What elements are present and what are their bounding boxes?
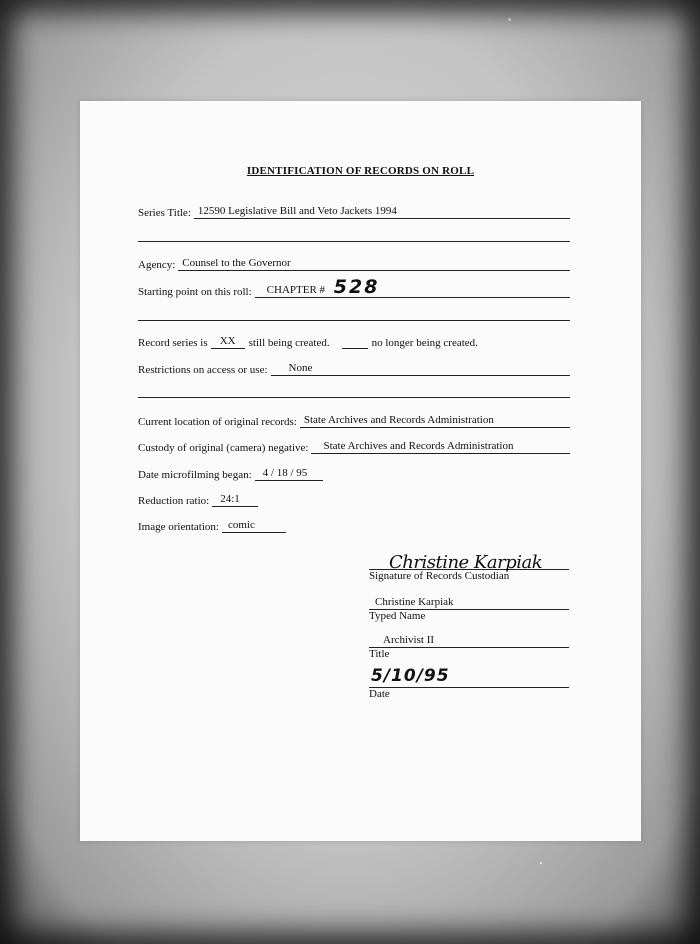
no-longer-text: no longer being created. xyxy=(371,337,478,349)
reduction-row xyxy=(138,493,258,507)
series-title-label: Series Title: xyxy=(138,207,191,219)
reduction-label: Reduction ratio: xyxy=(138,495,210,507)
date-began-value: 4 / 18 / 95 xyxy=(255,467,323,481)
date-began-row xyxy=(138,467,323,481)
orientation-value: comic xyxy=(222,519,286,533)
orientation-row xyxy=(138,519,286,533)
handwritten-signature: Christine Karpiak xyxy=(389,552,543,573)
reduction-value: 24:1 xyxy=(212,493,258,507)
date-caption: Date xyxy=(369,688,390,700)
form-sheet xyxy=(80,101,641,841)
blank-rule xyxy=(138,397,570,398)
custody-label: Custody of original (camera) negative: xyxy=(138,442,309,454)
typed-name-value: Christine Karpiak xyxy=(375,596,454,608)
agency-value: Counsel to the Governor xyxy=(178,257,570,271)
blank-rule xyxy=(138,320,570,321)
current-location-row xyxy=(138,414,570,428)
form-title: IDENTIFICATION OF RECORDS ON ROLL xyxy=(246,165,475,177)
title-field xyxy=(369,629,569,661)
series-title-value: 12590 Legislative Bill and Veto Jackets 1994 xyxy=(194,205,570,219)
record-series-label: Record series is xyxy=(138,337,208,349)
orientation-label: Image orientation: xyxy=(138,521,219,533)
still-created-text: still being created. xyxy=(248,337,330,349)
handwritten-date: 5/10/95 xyxy=(371,666,450,686)
restrictions-label: Restrictions on access or use: xyxy=(138,364,268,376)
series-title-row xyxy=(138,205,570,219)
current-location-value: State Archives and Records Administration xyxy=(300,414,570,428)
agency-label: Agency: xyxy=(138,259,176,271)
signature-field xyxy=(369,547,569,583)
record-series-row xyxy=(138,335,478,349)
no-longer-mark xyxy=(342,348,368,349)
custody-row xyxy=(138,440,570,454)
signature-caption: Signature of Records Custodian xyxy=(369,570,510,582)
typed-name-caption: Typed Name xyxy=(369,610,426,622)
current-location-label: Current location of original records: xyxy=(138,416,297,428)
date-began-label: Date microfilming began: xyxy=(138,469,252,481)
starting-point-handwritten: 528 xyxy=(333,276,380,298)
starting-point-label: Starting point on this roll: xyxy=(138,286,252,298)
restrictions-value: None xyxy=(271,362,570,376)
title-value: Archivist II xyxy=(383,634,435,646)
typed-name-field xyxy=(369,591,569,623)
film-speck xyxy=(508,18,511,21)
starting-point-printed: CHAPTER # xyxy=(266,284,326,296)
custody-value: State Archives and Records Administration xyxy=(311,440,570,454)
restrictions-row xyxy=(138,362,570,376)
starting-point-field xyxy=(255,276,570,298)
starting-point-row xyxy=(138,276,570,298)
agency-row xyxy=(138,257,570,271)
title-caption: Title xyxy=(369,648,390,660)
still-created-mark: XX xyxy=(211,335,245,349)
film-speck xyxy=(540,862,542,864)
date-field xyxy=(369,663,569,701)
blank-rule xyxy=(138,241,570,242)
